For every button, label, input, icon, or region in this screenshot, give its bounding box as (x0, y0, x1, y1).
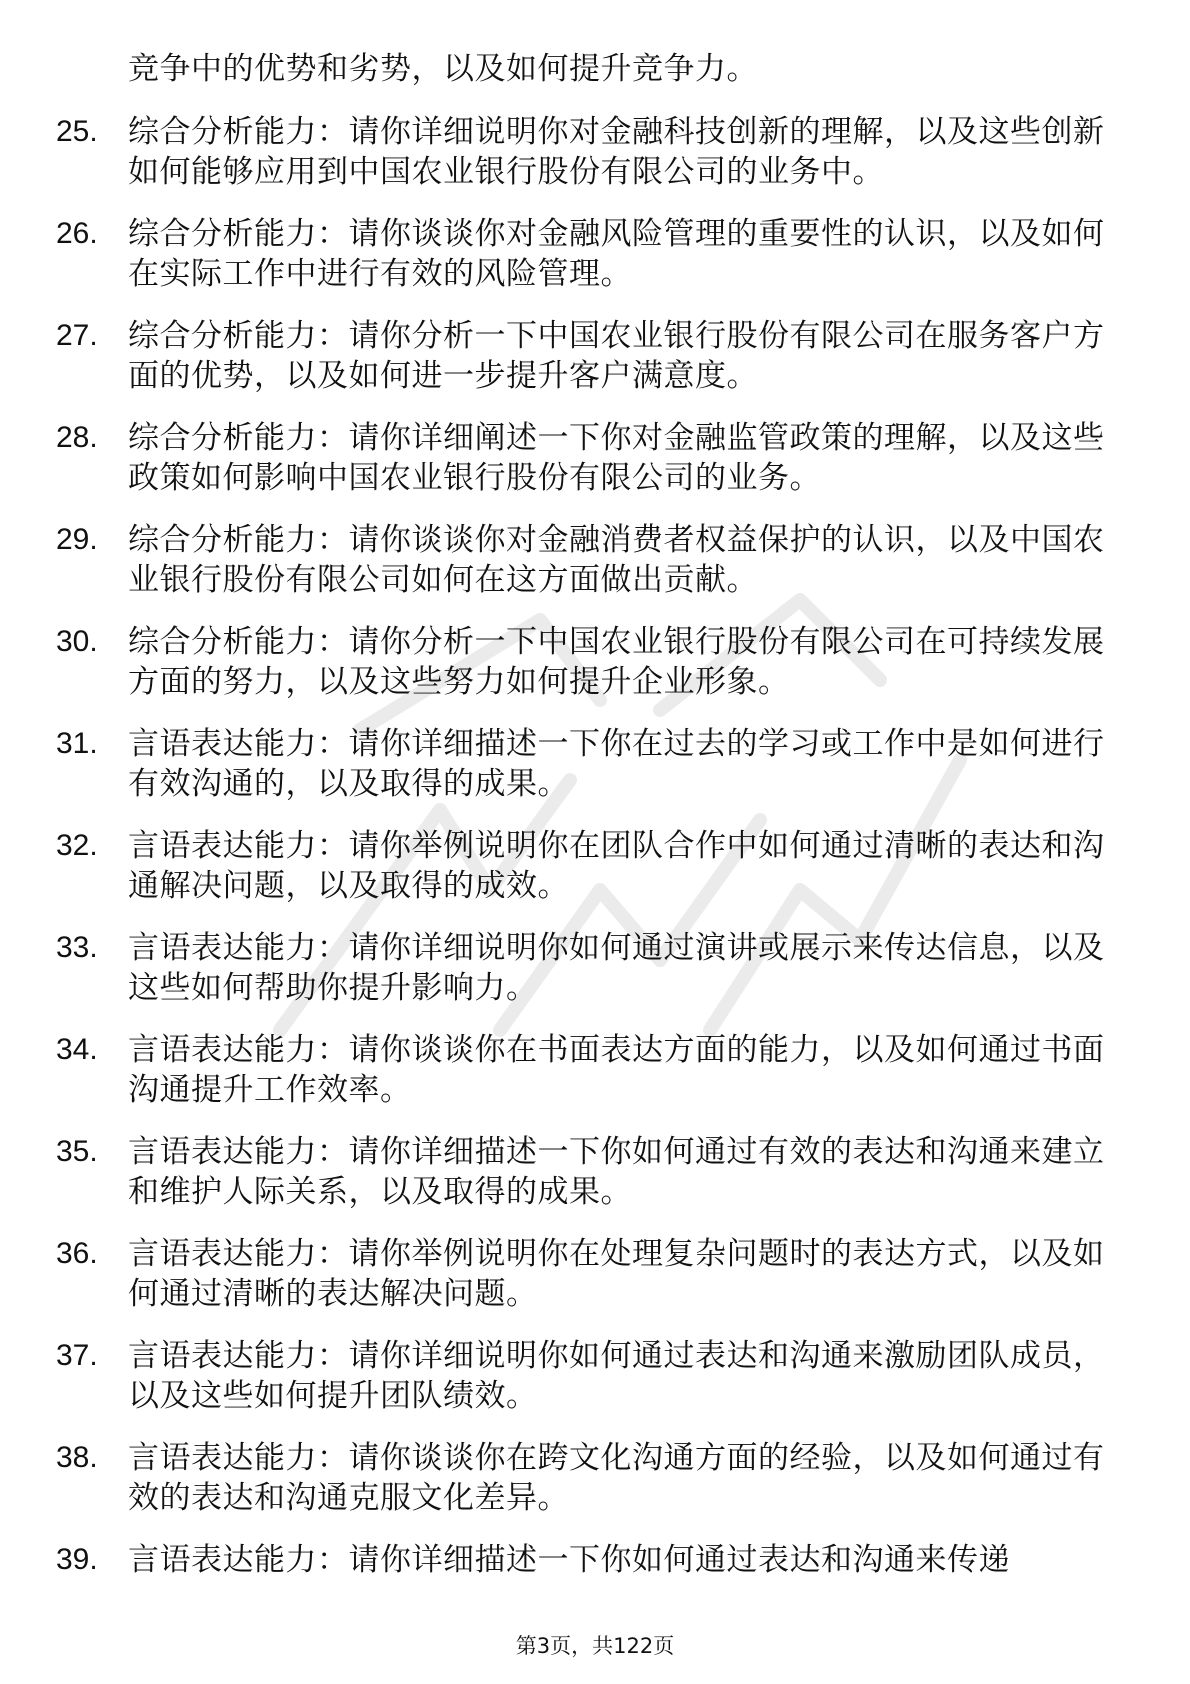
question-text: 言语表达能力：请你详细说明你如何通过演讲或展示来传达信息，以及这些如何帮助你提升影响力。 (128, 930, 1105, 1006)
question-number: 27. (56, 319, 98, 352)
question-text: 言语表达能力：请你谈谈你在书面表达方面的能力，以及如何通过书面沟通提升工作效率。 (128, 1032, 1105, 1108)
question-item (0, 316, 1190, 418)
question-item (0, 112, 1190, 214)
question-number: 30. (56, 625, 98, 658)
question-text: 言语表达能力：请你详细描述一下你如何通过表达和沟通来传递 (128, 1542, 1010, 1578)
question-number: 28. (56, 421, 98, 454)
question-item (0, 928, 1190, 1030)
question-number: 35. (56, 1135, 98, 1168)
question-item (0, 1132, 1190, 1234)
question-item (0, 1234, 1190, 1336)
question-text: 言语表达能力：请你详细描述一下你在过去的学习或工作中是如何进行有效沟通的，以及取得的成果。 (128, 726, 1105, 802)
question-text: 言语表达能力：请你详细说明你如何通过表达和沟通来激励团队成员，以及这些如何提升团队绩效。 (128, 1338, 1105, 1414)
question-list (0, 112, 1190, 1642)
question-item (0, 1336, 1190, 1438)
question-number: 38. (56, 1441, 98, 1474)
question-number: 25. (56, 115, 98, 148)
question-text: 综合分析能力：请你谈谈你对金融风险管理的重要性的认识，以及如何在实际工作中进行有效的风险管理。 (128, 216, 1105, 292)
question-number: 37. (56, 1339, 98, 1372)
question-item (0, 1438, 1190, 1540)
question-number: 31. (56, 727, 98, 760)
question-item (0, 622, 1190, 724)
question-item (0, 826, 1190, 928)
question-text: 综合分析能力：请你分析一下中国农业银行股份有限公司在服务客户方面的优势，以及如何进一步提升客户满意度。 (128, 318, 1105, 394)
page-footer: 第3页，共122页 (515, 1634, 675, 1658)
question-text: 综合分析能力：请你详细阐述一下你对金融监管政策的理解，以及这些政策如何影响中国农业银行股份有限公司的业务。 (128, 420, 1105, 496)
question-item (0, 214, 1190, 316)
question-number: 34. (56, 1033, 98, 1066)
question-text: 综合分析能力：请你谈谈你对金融消费者权益保护的认识，以及中国农业银行股份有限公司如何在这方面做出贡献。 (128, 522, 1105, 598)
question-text: 综合分析能力：请你详细说明你对金融科技创新的理解，以及这些创新如何能够应用到中国农业银行股份有限公司的业务中。 (128, 114, 1105, 190)
question-text: 言语表达能力：请你举例说明你在团队合作中如何通过清晰的表达和沟通解决问题，以及取得的成效。 (128, 828, 1105, 904)
question-number: 39. (56, 1543, 98, 1576)
question-item (0, 724, 1190, 826)
question-number: 29. (56, 523, 98, 556)
question-item (0, 1030, 1190, 1132)
question-item (0, 1540, 1190, 1642)
question-text: 综合分析能力：请你分析一下中国农业银行股份有限公司在可持续发展方面的努力，以及这些努力如何提升企业形象。 (128, 624, 1105, 700)
question-number: 26. (56, 217, 98, 250)
question-item (0, 418, 1190, 520)
question-number: 32. (56, 829, 98, 862)
question-item (0, 520, 1190, 622)
question-text: 言语表达能力：请你详细描述一下你如何通过有效的表达和沟通来建立和维护人际关系，以及取得的成果。 (128, 1134, 1105, 1210)
question-text: 言语表达能力：请你谈谈你在跨文化沟通方面的经验，以及如何通过有效的表达和沟通克服文化差异。 (128, 1440, 1105, 1516)
question-number: 33. (56, 931, 98, 964)
question-number: 36. (56, 1237, 98, 1270)
continuation-text: 竞争中的优势和劣势，以及如何提升竞争力。 (128, 51, 758, 87)
question-text: 言语表达能力：请你举例说明你在处理复杂问题时的表达方式，以及如何通过清晰的表达解决问题。 (128, 1236, 1105, 1312)
